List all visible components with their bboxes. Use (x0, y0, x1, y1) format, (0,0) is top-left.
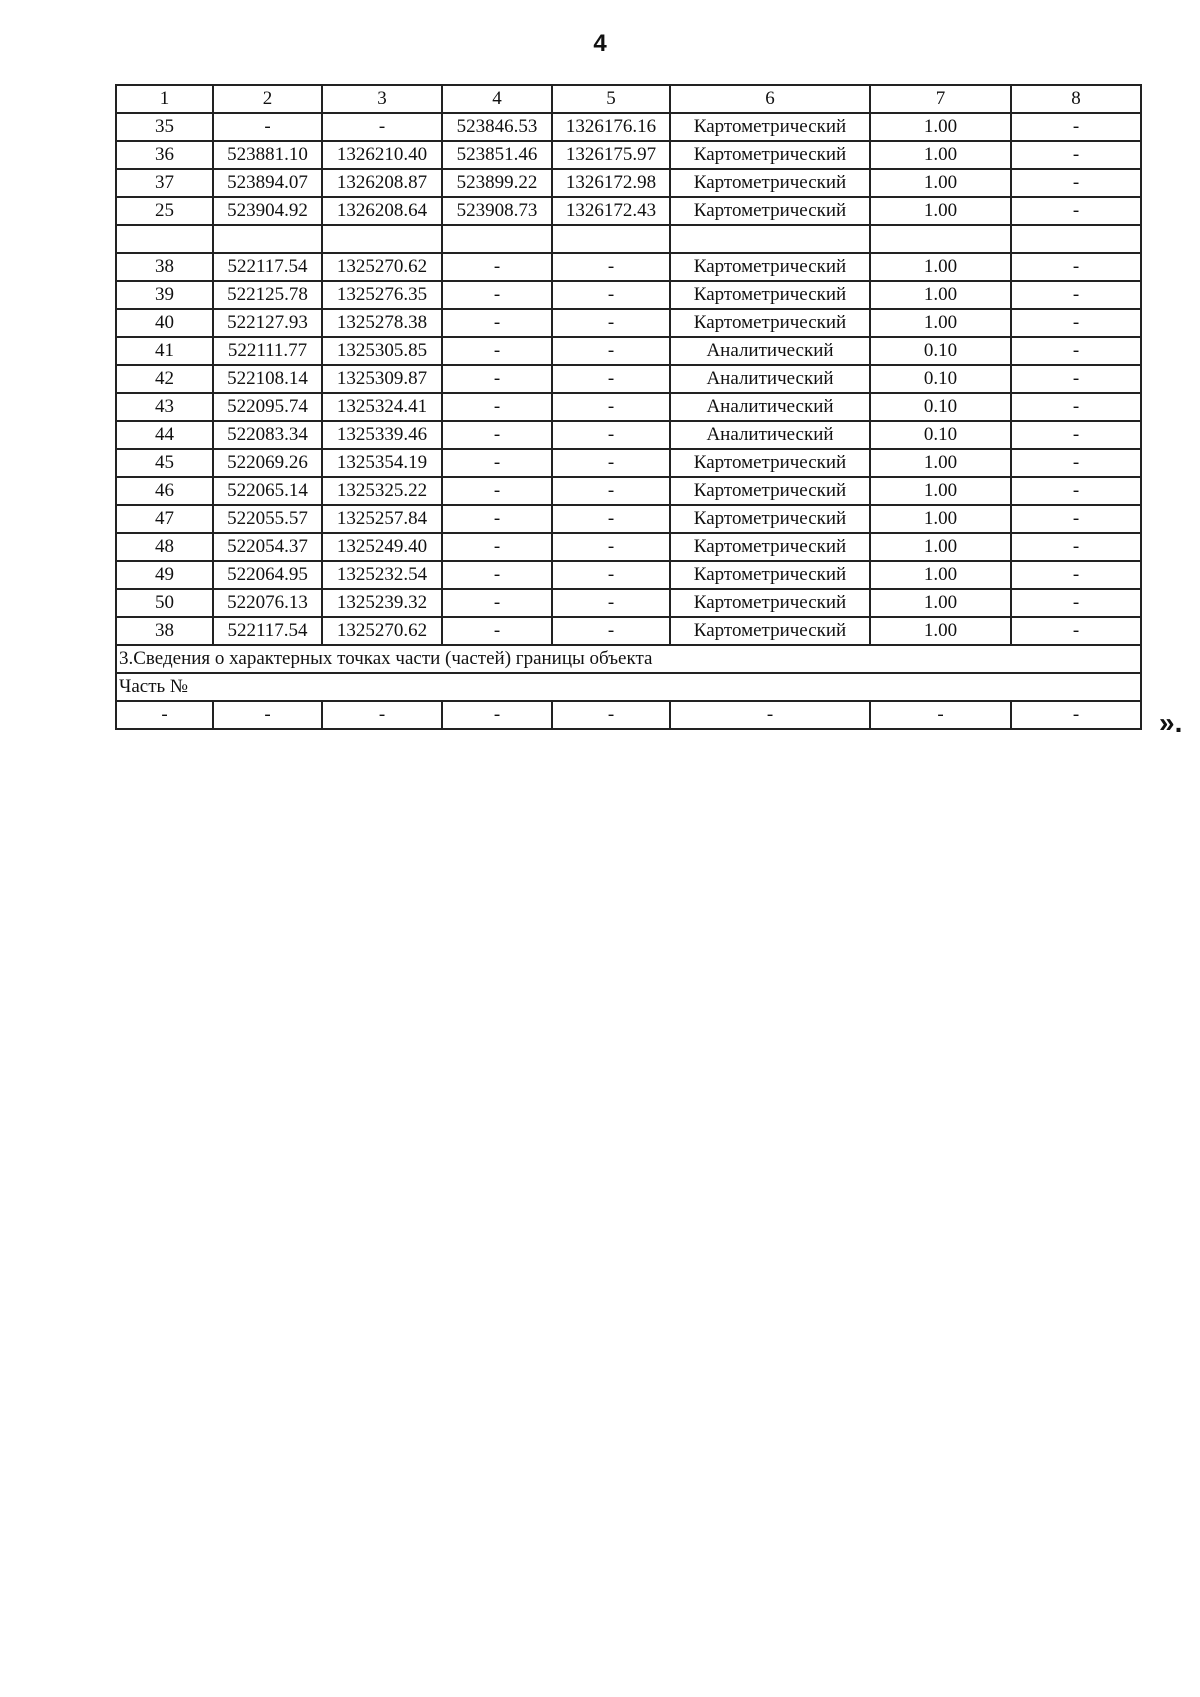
table-cell: 522065.14 (213, 477, 322, 505)
table-cell: - (322, 113, 442, 141)
table-cell: - (1011, 449, 1141, 477)
table-cell: - (552, 449, 670, 477)
table-cell: - (442, 365, 552, 393)
table-cell: 1325270.62 (322, 617, 442, 645)
table-cell (1011, 225, 1141, 253)
table-cell: 3 (322, 85, 442, 113)
table-cell: 1.00 (870, 505, 1011, 533)
table-cell: Картометрический (670, 589, 870, 617)
table-cell: 522083.34 (213, 421, 322, 449)
table-cell: 523908.73 (442, 197, 552, 225)
table-cell: - (1011, 253, 1141, 281)
table-cell: - (1011, 169, 1141, 197)
table-cell: - (442, 505, 552, 533)
table-cell: 46 (116, 477, 213, 505)
table-cell: 1326210.40 (322, 141, 442, 169)
table-cell: 522117.54 (213, 253, 322, 281)
table-cell: 1325324.41 (322, 393, 442, 421)
table-cell: 40 (116, 309, 213, 337)
table-cell: 1325309.87 (322, 365, 442, 393)
table-cell: - (552, 309, 670, 337)
table-row (116, 533, 1141, 561)
table-cell: - (1011, 281, 1141, 309)
table-cell: 1326172.43 (552, 197, 670, 225)
table-cell: - (322, 701, 442, 729)
table-cell: - (442, 449, 552, 477)
table-cell: - (552, 701, 670, 729)
table-cell: Аналитический (670, 393, 870, 421)
table-cell: - (1011, 141, 1141, 169)
table-cell: 1326208.64 (322, 197, 442, 225)
table-cell: - (442, 337, 552, 365)
table-cell (670, 225, 870, 253)
table-cell: 0.10 (870, 337, 1011, 365)
table-cell: 49 (116, 561, 213, 589)
table-cell: Картометрический (670, 113, 870, 141)
table-cell: 1.00 (870, 533, 1011, 561)
table-cell: - (552, 505, 670, 533)
table-cell: 37 (116, 169, 213, 197)
table-cell: 44 (116, 421, 213, 449)
table-cell: - (1011, 365, 1141, 393)
table-cell: 7 (870, 85, 1011, 113)
table-cell (213, 225, 322, 253)
table-cell: 1325270.62 (322, 253, 442, 281)
table-cell: 39 (116, 281, 213, 309)
table-cell: - (1011, 197, 1141, 225)
page-number: 4 (593, 30, 607, 57)
table-cell: 1325276.35 (322, 281, 442, 309)
table-cell: - (1011, 533, 1141, 561)
table-cell: 1325354.19 (322, 449, 442, 477)
table-cell: - (552, 393, 670, 421)
table-cell: 1.00 (870, 281, 1011, 309)
table-cell: Картометрический (670, 169, 870, 197)
table-cell: - (442, 561, 552, 589)
section-title-row-text: 3.Сведения о характерных точках части (частей) границы объекта (116, 645, 1141, 673)
table-cell: 36 (116, 141, 213, 169)
table-cell: 48 (116, 533, 213, 561)
table-cell: 522054.37 (213, 533, 322, 561)
table-cell (322, 225, 442, 253)
table-cell: - (442, 589, 552, 617)
table-cell (552, 225, 670, 253)
table-cell: 42 (116, 365, 213, 393)
table-cell: - (442, 253, 552, 281)
table-cell: 522125.78 (213, 281, 322, 309)
table-cell: 1 (116, 85, 213, 113)
table-cell: - (552, 337, 670, 365)
table-cell: - (552, 365, 670, 393)
table-cell: 50 (116, 589, 213, 617)
table-empty-row (116, 225, 1141, 253)
table-cell: - (442, 393, 552, 421)
table-cell: 522076.13 (213, 589, 322, 617)
table-cell: - (552, 421, 670, 449)
table-cell: 1.00 (870, 113, 1011, 141)
table-cell: 1.00 (870, 589, 1011, 617)
table-cell: - (213, 701, 322, 729)
table-cell (870, 225, 1011, 253)
table-cell: 38 (116, 617, 213, 645)
table-row (116, 561, 1141, 589)
table-row (116, 365, 1141, 393)
table-row (116, 505, 1141, 533)
table-cell: 523881.10 (213, 141, 322, 169)
table-cell: - (1011, 309, 1141, 337)
table-cell: - (442, 701, 552, 729)
table-cell: Аналитический (670, 365, 870, 393)
table-cell: 8 (1011, 85, 1141, 113)
table-cell: 522111.77 (213, 337, 322, 365)
table-cell: - (552, 477, 670, 505)
table-cell: - (442, 533, 552, 561)
table-cell: Картометрический (670, 477, 870, 505)
table-row (116, 197, 1141, 225)
table-cell: 25 (116, 197, 213, 225)
table-cell: - (1011, 589, 1141, 617)
table-row (116, 337, 1141, 365)
table-cell: 1326172.98 (552, 169, 670, 197)
table-cell (442, 225, 552, 253)
part-label-row-text: Часть № (116, 673, 1141, 701)
table-cell: 523846.53 (442, 113, 552, 141)
table-cell: 522117.54 (213, 617, 322, 645)
table-cell: 1.00 (870, 309, 1011, 337)
table-cell: - (552, 589, 670, 617)
table-cell: Картометрический (670, 617, 870, 645)
table-cell: - (442, 421, 552, 449)
table-cell: 2 (213, 85, 322, 113)
table-cell: 45 (116, 449, 213, 477)
table-cell: Картометрический (670, 253, 870, 281)
table-row (116, 141, 1141, 169)
table-cell: 1325239.32 (322, 589, 442, 617)
table-cell: - (1011, 337, 1141, 365)
table-cell: 1326208.87 (322, 169, 442, 197)
table-cell: 523894.07 (213, 169, 322, 197)
table-row (116, 617, 1141, 645)
table-cell: 1325232.54 (322, 561, 442, 589)
table-cell: 1325278.38 (322, 309, 442, 337)
table-cell: - (213, 113, 322, 141)
table-cell: 1326175.97 (552, 141, 670, 169)
table-cell: 0.10 (870, 365, 1011, 393)
table-cell: - (1011, 561, 1141, 589)
table-cell: Аналитический (670, 421, 870, 449)
table-cell: 43 (116, 393, 213, 421)
table-cell: - (552, 533, 670, 561)
table-row (116, 113, 1141, 141)
table-cell: - (442, 477, 552, 505)
table-cell: - (1011, 477, 1141, 505)
table-cell: 4 (442, 85, 552, 113)
table-cell: - (1011, 701, 1141, 729)
table-row (116, 421, 1141, 449)
table-cell: 522064.95 (213, 561, 322, 589)
table-row (116, 449, 1141, 477)
table-cell: 1325305.85 (322, 337, 442, 365)
table-cell: 6 (670, 85, 870, 113)
table-cell: - (552, 281, 670, 309)
table-cell: - (1011, 505, 1141, 533)
table-row (116, 477, 1141, 505)
table-cell: 1.00 (870, 561, 1011, 589)
table-cell: 0.10 (870, 421, 1011, 449)
table-cell (116, 225, 213, 253)
table-cell: 522069.26 (213, 449, 322, 477)
table-cell: - (1011, 617, 1141, 645)
table-cell: 522127.93 (213, 309, 322, 337)
table-cell: 1.00 (870, 449, 1011, 477)
table-cell: Картометрический (670, 141, 870, 169)
table-row (116, 253, 1141, 281)
table-cell: Картометрический (670, 505, 870, 533)
table-header-row (116, 85, 1141, 113)
part-label-row (116, 673, 1141, 701)
table-cell: Картометрический (670, 449, 870, 477)
table-row (116, 281, 1141, 309)
table-row (116, 701, 1141, 729)
closing-quote-mark: ». (1159, 707, 1183, 738)
table-cell: 522055.57 (213, 505, 322, 533)
table-cell: 523904.92 (213, 197, 322, 225)
table-cell: 522108.14 (213, 365, 322, 393)
table-cell: 41 (116, 337, 213, 365)
table-cell: Картометрический (670, 561, 870, 589)
table-cell: 1325257.84 (322, 505, 442, 533)
table-cell: Аналитический (670, 337, 870, 365)
table-cell: 1325325.22 (322, 477, 442, 505)
boundary-points-table (115, 84, 1142, 730)
table-cell: 1.00 (870, 169, 1011, 197)
table-cell: 1326176.16 (552, 113, 670, 141)
table-cell: 35 (116, 113, 213, 141)
table-cell: 1.00 (870, 197, 1011, 225)
table-cell: - (670, 701, 870, 729)
section-title-row (116, 645, 1141, 673)
table-cell: Картометрический (670, 533, 870, 561)
table-cell: 1325339.46 (322, 421, 442, 449)
table-cell: - (870, 701, 1011, 729)
table-cell: 5 (552, 85, 670, 113)
table-cell: 523851.46 (442, 141, 552, 169)
table-cell: Картометрический (670, 281, 870, 309)
table-cell: 1.00 (870, 477, 1011, 505)
table-cell: 1.00 (870, 617, 1011, 645)
table-cell: 0.10 (870, 393, 1011, 421)
table-row (116, 309, 1141, 337)
table-row (116, 589, 1141, 617)
table-row (116, 393, 1141, 421)
table-cell: 523899.22 (442, 169, 552, 197)
table-cell: - (442, 309, 552, 337)
table-cell: 38 (116, 253, 213, 281)
table-cell: - (442, 281, 552, 309)
table-cell: Картометрический (670, 197, 870, 225)
table-cell: - (552, 617, 670, 645)
table-cell: 47 (116, 505, 213, 533)
table-row (116, 169, 1141, 197)
table-cell: Картометрический (670, 309, 870, 337)
table-cell: - (1011, 113, 1141, 141)
table-cell: - (442, 617, 552, 645)
table-cell: 1.00 (870, 253, 1011, 281)
table-cell: - (1011, 421, 1141, 449)
table-cell: 1325249.40 (322, 533, 442, 561)
table-cell: - (552, 253, 670, 281)
table-cell: 1.00 (870, 141, 1011, 169)
table-cell: - (1011, 393, 1141, 421)
table-cell: 522095.74 (213, 393, 322, 421)
table-cell: - (552, 561, 670, 589)
table-cell: - (116, 701, 213, 729)
